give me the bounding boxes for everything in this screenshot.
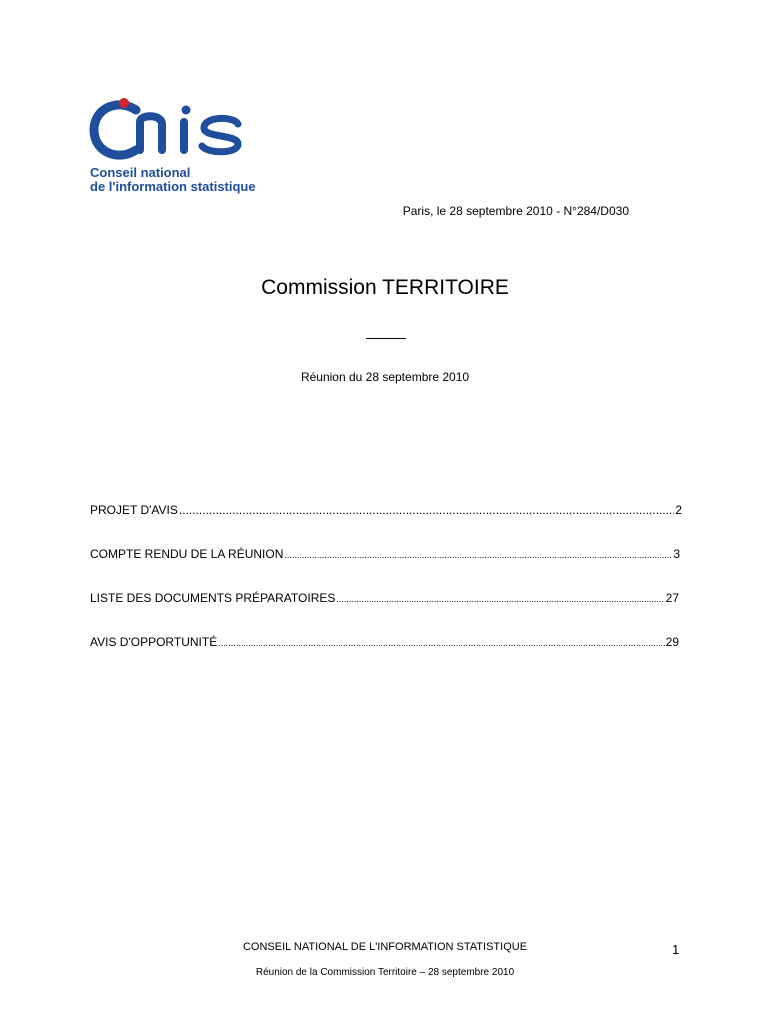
page-number: 1 [672,942,680,957]
toc-entry-projet-avis[interactable] [90,503,682,547]
footer-meeting: Réunion de la Commission Territoire – 28 septembre 2010 [255,967,515,978]
toc-entry-liste-documents[interactable] [90,591,679,635]
logo-line-1: Conseil national [90,165,191,180]
dateline: Paris, le 28 septembre 2010 - N°284/D030 [402,204,629,218]
toc-dot-leader [179,503,674,517]
toc-entry-page: 2 [675,503,682,517]
toc-entry-label: AVIS D'OPPORTUNITÉ [90,635,218,649]
toc-entry-label: COMPTE RENDU DE LA RÉUNION [90,547,284,561]
toc-entry-label: LISTE DES DOCUMENTS PRÉPARATOIRES [90,591,336,605]
toc-dot-leader [284,550,672,560]
cnis-logo-mark [88,96,270,166]
document-title: Commission TERRITOIRE [261,276,509,299]
toc-dot-leader [218,638,664,648]
toc-entry-avis-opportunite[interactable] [90,635,679,679]
footer-organization: CONSEIL NATIONAL DE L'INFORMATION STATISTIQUE [242,941,528,953]
toc-entry-compte-rendu[interactable] [90,547,680,591]
cnis-logo [88,96,270,200]
toc-entry-page: 3 [673,547,680,561]
meeting-date: Réunion du 28 septembre 2010 [300,370,470,384]
logo-line-2: de l'information statistique [90,179,256,194]
toc-entry-label: PROJET D'AVIS [90,503,178,517]
cnis-logo-text [90,166,256,194]
table-of-contents [90,503,682,679]
toc-entry-page: 27 [665,591,679,605]
title-divider [366,338,406,339]
toc-dot-leader [336,594,664,604]
toc-entry-page: 29 [665,635,679,649]
